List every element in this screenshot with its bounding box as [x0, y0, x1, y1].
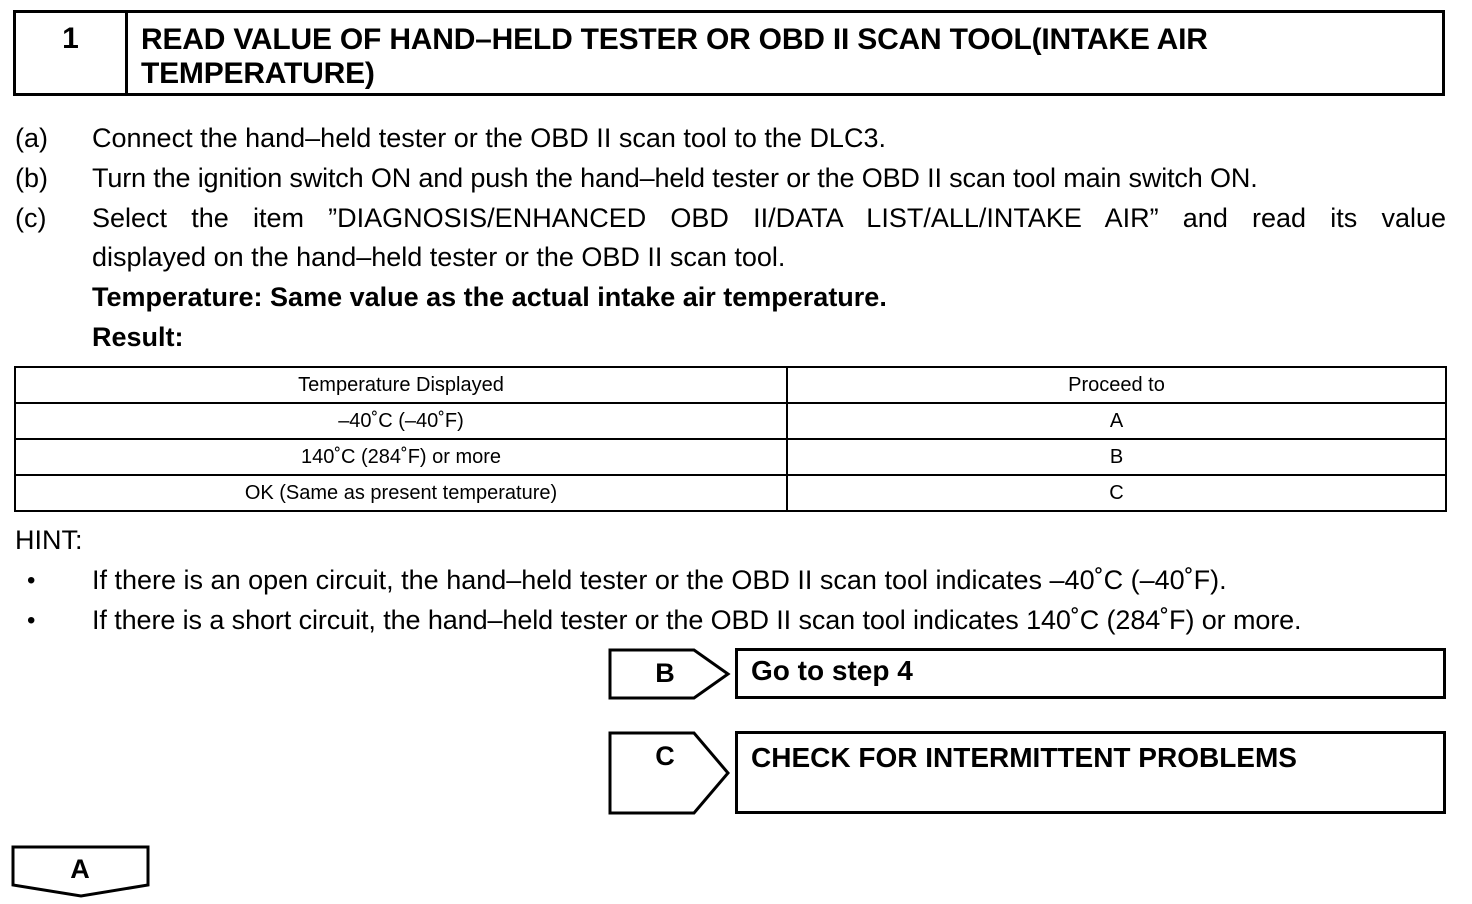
step-title [128, 13, 1442, 93]
step-number: 1 [16, 13, 128, 93]
table-row [15, 475, 1446, 511]
instruction-label-b: (b) [15, 163, 48, 193]
instruction-text-c-line-2: displayed on the hand–held tester or the OBD II scan tool. [92, 242, 786, 272]
instruction-text-a: Connect the hand–held tester or the OBD II scan tool to the DLC3. [92, 123, 886, 153]
instruction-text-c-line-1: Select the item ”DIAGNOSIS/ENHANCED OBD II/DATA LIST/ALL/INTAKE AIR” and read its value [92, 203, 1446, 233]
spec-text: Temperature: Same value as the actual intake air temperature. [92, 282, 887, 312]
hint-item-short-circuit: If there is a short circuit, the hand–held tester or the OBD II scan tool indicates 140˚C (284˚F) or more. [92, 605, 1302, 635]
step-header [13, 10, 1445, 96]
table-cell-proceed: A [787, 403, 1446, 439]
bullet-icon: • [27, 607, 36, 634]
table-cell-temperature: 140˚C (284˚F) or more [15, 439, 787, 475]
outcome-tag-b: B [655, 658, 675, 688]
outcome-tag-a: A [70, 854, 90, 884]
table-header-temperature: Temperature Displayed [15, 367, 787, 403]
outcome-action-c: CHECK FOR INTERMITTENT PROBLEMS [735, 731, 1446, 814]
instruction-label-a: (a) [15, 123, 48, 153]
table-header-proceed: Proceed to [787, 367, 1446, 403]
table-header-row [15, 367, 1446, 403]
step-title-line-1: READ VALUE OF HAND–HELD TESTER OR OBD II SCAN TOOL(INTAKE AIR [141, 23, 1208, 56]
outcome-action-b: Go to step 4 [735, 648, 1446, 699]
instruction-label-c: (c) [15, 203, 47, 233]
table-cell-temperature: –40˚C (–40˚F) [15, 403, 787, 439]
result-table [14, 366, 1447, 512]
outcome-tag-c: C [655, 741, 675, 771]
table-cell-temperature: OK (Same as present temperature) [15, 475, 787, 511]
table-row [15, 439, 1446, 475]
result-label: Result: [92, 322, 184, 352]
table-cell-proceed: C [787, 475, 1446, 511]
table-row [15, 403, 1446, 439]
step-title-line-2: TEMPERATURE) [141, 57, 375, 90]
hint-item-open-circuit: If there is an open circuit, the hand–held tester or the OBD II scan tool indicates –40˚C (–40˚F). [92, 565, 1227, 595]
hint-label: HINT: [15, 525, 83, 555]
table-cell-proceed: B [787, 439, 1446, 475]
instruction-text-b: Turn the ignition switch ON and push the hand–held tester or the OBD II scan tool main switch ON. [92, 163, 1258, 193]
bullet-icon: • [27, 567, 36, 594]
